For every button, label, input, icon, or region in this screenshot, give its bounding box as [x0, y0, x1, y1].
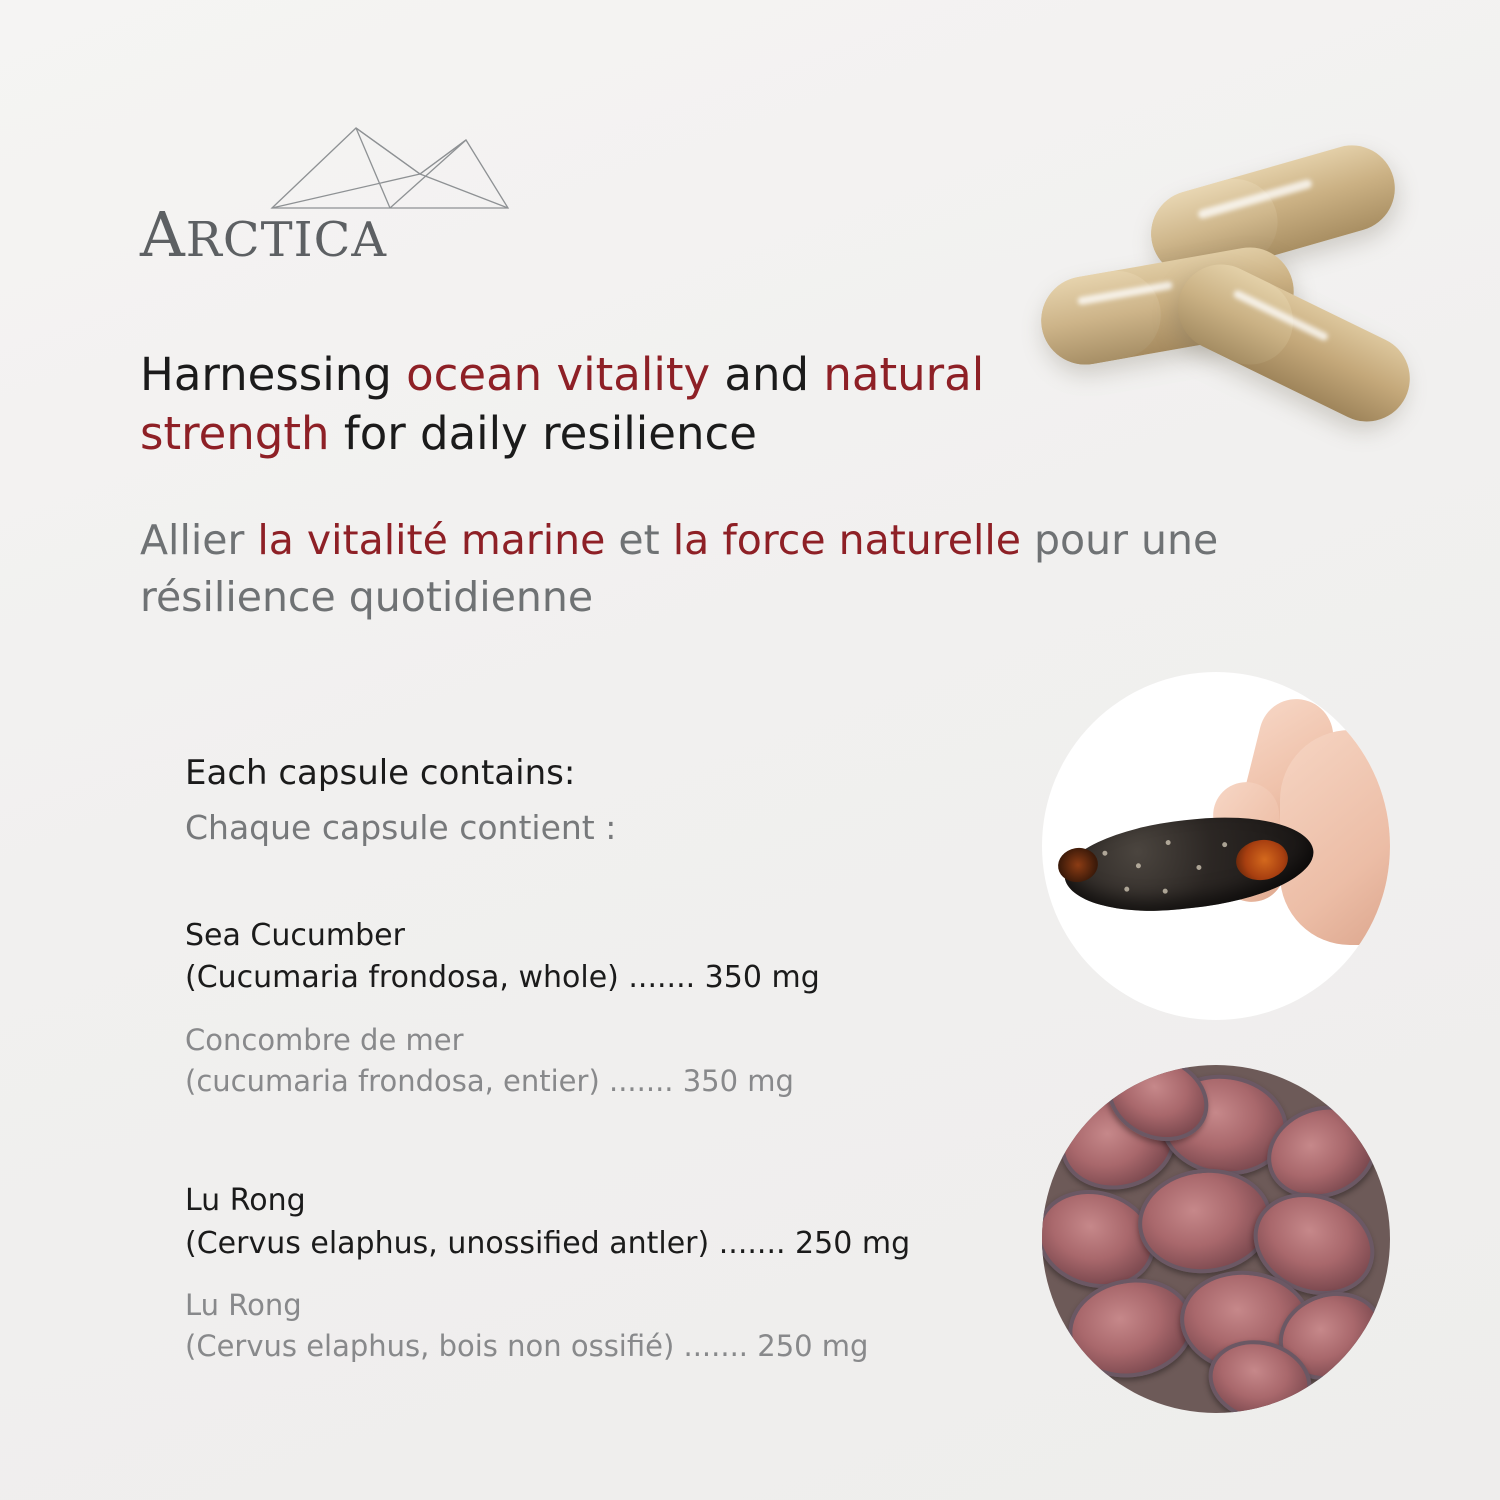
brand-logo	[140, 120, 500, 285]
ingredients-title-en: Each capsule contains:	[185, 753, 576, 793]
mountain-line-icon	[270, 120, 510, 210]
headline-en-part3: for daily resilience	[329, 407, 757, 461]
ingredient-1-detail-en: (Cervus elaphus, unossified antler) ....... 250 mg	[185, 1225, 911, 1261]
headline-english	[140, 345, 1120, 464]
headline-fr-part2: et	[605, 516, 673, 564]
ingredient-0-detail-en: (Cucumaria frondosa, whole) ....... 350 mg	[185, 960, 820, 996]
headline-french	[140, 512, 1260, 625]
ingredient-0-name-fr: Concombre de mer	[185, 1022, 464, 1057]
headline-fr-accent2: la force naturelle	[672, 516, 1021, 564]
ingredients-panel	[185, 748, 945, 1368]
headline-fr-part1: Allier	[140, 516, 258, 564]
headline-en-part2: and	[710, 348, 824, 401]
ingredient-0-detail-fr: (cucumaria frondosa, entier) ....... 350 mg	[185, 1063, 794, 1098]
ingredients-title-fr: Chaque capsule contient :	[185, 808, 617, 847]
ingredient-1-name-fr: Lu Rong	[185, 1288, 302, 1323]
ingredient-1-name-en: Lu Rong	[185, 1183, 306, 1219]
ingredient-1-detail-fr: (Cervus elaphus, bois non ossifié) ....... 250 mg	[185, 1329, 869, 1364]
capsule-3	[1164, 250, 1425, 436]
sea-cucumber-photo	[1042, 672, 1390, 1020]
brand-wordmark	[140, 198, 387, 271]
ingredient-item	[185, 915, 945, 1103]
headline-en-accent2: natural strength	[140, 348, 985, 461]
brand-name-rest: RCTICA	[185, 212, 388, 268]
headline-fr-part3: pour une résilience quotidienne	[140, 516, 1219, 621]
antler-slices-photo	[1042, 1065, 1390, 1413]
brand-initial: A	[140, 198, 186, 271]
ingredient-0-name-en: Sea Cucumber	[185, 917, 405, 953]
headline-fr-accent1: la vitalité marine	[257, 516, 606, 564]
headline-en-part1: Harnessing	[140, 348, 407, 401]
headline-en-accent1: ocean vitality	[406, 348, 711, 401]
ingredient-item	[185, 1180, 945, 1368]
